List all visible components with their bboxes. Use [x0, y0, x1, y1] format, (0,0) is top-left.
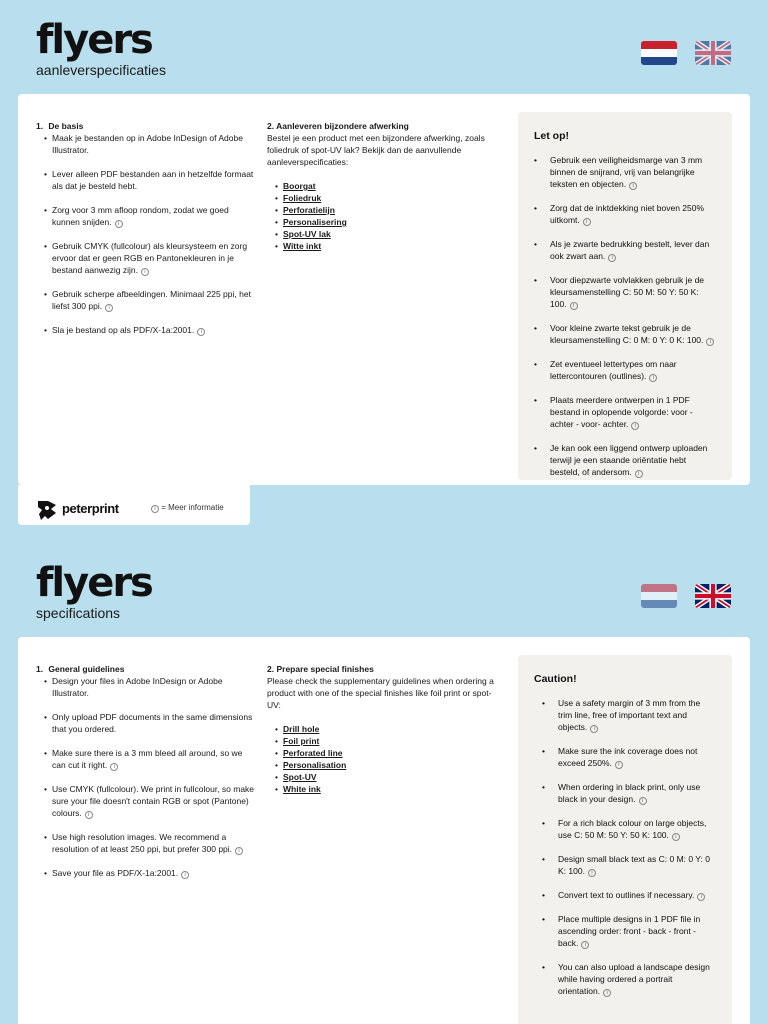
- info-circle-icon[interactable]: i: [631, 422, 639, 430]
- link-foil-print[interactable]: • Foil print: [275, 735, 497, 747]
- info-circle-icon[interactable]: i: [672, 833, 680, 841]
- special-finishes-column: [267, 120, 497, 252]
- list-item: • Only upload PDF documents in the same dimensions that you ordered.: [44, 711, 256, 735]
- page-subtitle: aanleverspecificaties: [36, 62, 166, 78]
- list-item: • Convert text to outlines if necessary. i: [542, 889, 716, 901]
- info-circle-icon[interactable]: i: [85, 811, 93, 819]
- list-item: • Make sure the ink coverage does not exceed 250%. i: [542, 745, 716, 769]
- info-circle-icon[interactable]: i: [181, 871, 189, 879]
- info-circle-icon[interactable]: i: [615, 761, 623, 769]
- list-item: • Je kan ook een liggend ontwerp uploaden terwijl je een staande oriëntatie hebt besteld, of andersom. i: [534, 442, 716, 478]
- list-item: • Make sure there is a 3 mm bleed all around, so we can cut it right. i: [44, 747, 256, 771]
- section-intro: Bestel je een product met een bijzondere afwerking, zoals foliedruk of spot-UV lak? Bekijk dan de aanvullende aanleverspecificaties:: [267, 133, 485, 167]
- section-heading: 1. General guidelines: [36, 664, 125, 674]
- link-personalisation[interactable]: • Personalisation: [275, 759, 497, 771]
- list-item: • For a rich black colour on large objects, use C: 50 M: 50 Y: 50 K: 100. i: [542, 817, 716, 841]
- list-item: • Gebruik CMYK (fullcolour) als kleursysteem en zorg ervoor dat er geen RGB en Pantonekleuren in je bestand aanwezig zijn. i: [44, 240, 256, 276]
- attention-title: Let op!: [534, 130, 569, 142]
- list-item: • Maak je bestanden op in Adobe InDesign of Adobe Illustrator.: [44, 132, 256, 156]
- info-circle-icon[interactable]: i: [583, 218, 591, 226]
- list-item: • Design small black text as C: 0 M: 0 Y: 0 K: 100. i: [542, 853, 716, 877]
- info-circle-icon[interactable]: i: [590, 725, 598, 733]
- list-item: • Zorg voor 3 mm afloop rondom, zodat we goed kunnen snijden. i: [44, 204, 256, 228]
- flag-uk-icon[interactable]: [695, 584, 731, 608]
- list-item: • Plaats meerdere ontwerpen in 1 PDF bestand in oplopende volgorde: voor - achter - voor- achter. i: [534, 394, 716, 430]
- section-intro: Please check the supplementary guidelines when ordering a product with one of the special finishes like foil print or spot-UV:: [267, 676, 494, 710]
- info-circle-icon: i: [151, 505, 159, 513]
- guidelines-list: [44, 675, 256, 879]
- info-circle-icon[interactable]: i: [697, 893, 705, 901]
- link-perforated-line[interactable]: • Perforated line: [275, 747, 497, 759]
- info-legend: i = Meer informatie: [148, 503, 224, 513]
- info-circle-icon[interactable]: i: [635, 470, 643, 478]
- info-circle-icon[interactable]: i: [115, 220, 123, 228]
- info-circle-icon[interactable]: i: [141, 268, 149, 276]
- caution-title: Caution!: [534, 673, 577, 685]
- link-drill-hole[interactable]: • Drill hole: [275, 723, 497, 735]
- info-circle-icon[interactable]: i: [581, 941, 589, 949]
- info-circle-icon[interactable]: i: [603, 989, 611, 997]
- list-item: • Lever alleen PDF bestanden aan in hetzelfde formaat als dat je besteld hebt.: [44, 168, 256, 192]
- info-circle-icon[interactable]: i: [706, 338, 714, 346]
- link-white-ink[interactable]: • White ink: [275, 783, 497, 795]
- list-item: • Use a safety margin of 3 mm from the trim line, free of important text and objects. i: [542, 697, 716, 733]
- list-item: • Use high resolution images. We recommend a resolution of at least 250 ppi, but prefer 300 ppi. i: [44, 831, 256, 855]
- info-circle-icon[interactable]: i: [588, 869, 596, 877]
- info-circle-icon[interactable]: i: [629, 182, 637, 190]
- general-guidelines-column: [36, 663, 256, 891]
- info-circle-icon[interactable]: i: [608, 254, 616, 262]
- basics-list: [44, 132, 256, 336]
- info-circle-icon[interactable]: i: [110, 763, 118, 771]
- finishes-link-list: [275, 723, 497, 795]
- english-spec-sheet: [0, 543, 768, 1024]
- list-item: • Zorg dat de inktdekking niet boven 250% uitkomt. i: [534, 202, 716, 226]
- link-boorgat[interactable]: • Boorgat: [275, 180, 497, 192]
- link-spot-uv[interactable]: • Spot-UV: [275, 771, 497, 783]
- section-heading: 2. Prepare special finishes: [267, 664, 374, 674]
- section-heading: 2. Aanleveren bijzondere afwerking: [267, 121, 409, 131]
- list-item: • Design your files in Adobe InDesign or Adobe Illustrator.: [44, 675, 256, 699]
- info-circle-icon[interactable]: i: [105, 304, 113, 312]
- info-circle-icon[interactable]: i: [235, 847, 243, 855]
- list-item: • Place multiple designs in 1 PDF file in ascending order: front - back - front - back. i: [542, 913, 716, 949]
- basics-column: [36, 120, 256, 348]
- flag-netherlands-icon[interactable]: [641, 41, 677, 65]
- spec-card: [18, 637, 750, 1024]
- brand-name: peterprint: [62, 501, 119, 516]
- info-circle-icon[interactable]: i: [570, 302, 578, 310]
- peterprint-logo-icon: [36, 499, 58, 521]
- link-spot-uv-lak[interactable]: • Spot-UV lak: [275, 228, 497, 240]
- link-personalisering[interactable]: • Personalisering: [275, 216, 497, 228]
- link-witte-inkt[interactable]: • Witte inkt: [275, 240, 497, 252]
- link-foliedruk[interactable]: • Foliedruk: [275, 192, 497, 204]
- attention-list: [534, 154, 716, 478]
- page-title: flyers: [36, 560, 152, 606]
- list-item: • Voor diepzwarte volvlakken gebruik je de kleursamenstelling C: 50 M: 50 Y: 50 K: 100. i: [534, 274, 716, 310]
- finishes-link-list: [275, 180, 497, 252]
- info-circle-icon[interactable]: i: [639, 797, 647, 805]
- info-circle-icon[interactable]: i: [197, 328, 205, 336]
- list-item: • Gebruik een veiligheidsmarge van 3 mm binnen de snijrand, vrij van belangrijke teksten en objecten. i: [534, 154, 716, 190]
- page-title: flyers: [36, 17, 152, 63]
- flag-uk-icon[interactable]: [695, 41, 731, 65]
- list-item: • Use CMYK (fullcolour). We print in fullcolour, so make sure your file doesn't contain RGB or spot (Pantone) colours. i: [44, 783, 256, 819]
- link-perforatielijn[interactable]: • Perforatielijn: [275, 204, 497, 216]
- caution-list: [534, 697, 716, 997]
- list-item: • Als je zwarte bedrukking bestelt, lever dan ook zwart aan. i: [534, 238, 716, 262]
- list-item: • Gebruik scherpe afbeeldingen. Minimaal 225 ppi, het liefst 300 ppi. i: [44, 288, 256, 312]
- caution-box: [518, 655, 732, 1024]
- list-item: • You can also upload a landscape design while having ordered a portrait orientation. i: [542, 961, 716, 997]
- list-item: • Voor kleine zwarte tekst gebruik je de kleursamenstelling C: 0 M: 0 Y: 0 K: 100. i: [534, 322, 716, 346]
- list-item: • Zet eventueel lettertypes om naar lettercontouren (outlines). i: [534, 358, 716, 382]
- flag-netherlands-icon[interactable]: [641, 584, 677, 608]
- list-item: • Sla je bestand op als PDF/X-1a:2001. i: [44, 324, 256, 336]
- section-heading: 1. De basis: [36, 121, 84, 131]
- page-subtitle: specifications: [36, 605, 121, 621]
- special-finishes-column: [267, 663, 497, 795]
- spec-card: [18, 94, 750, 485]
- footer-tab: [18, 485, 250, 525]
- list-item: • When ordering in black print, only use black in your design. i: [542, 781, 716, 805]
- attention-box: [518, 112, 732, 480]
- list-item: • Save your file as PDF/X-1a:2001. i: [44, 867, 256, 879]
- info-circle-icon[interactable]: i: [649, 374, 657, 382]
